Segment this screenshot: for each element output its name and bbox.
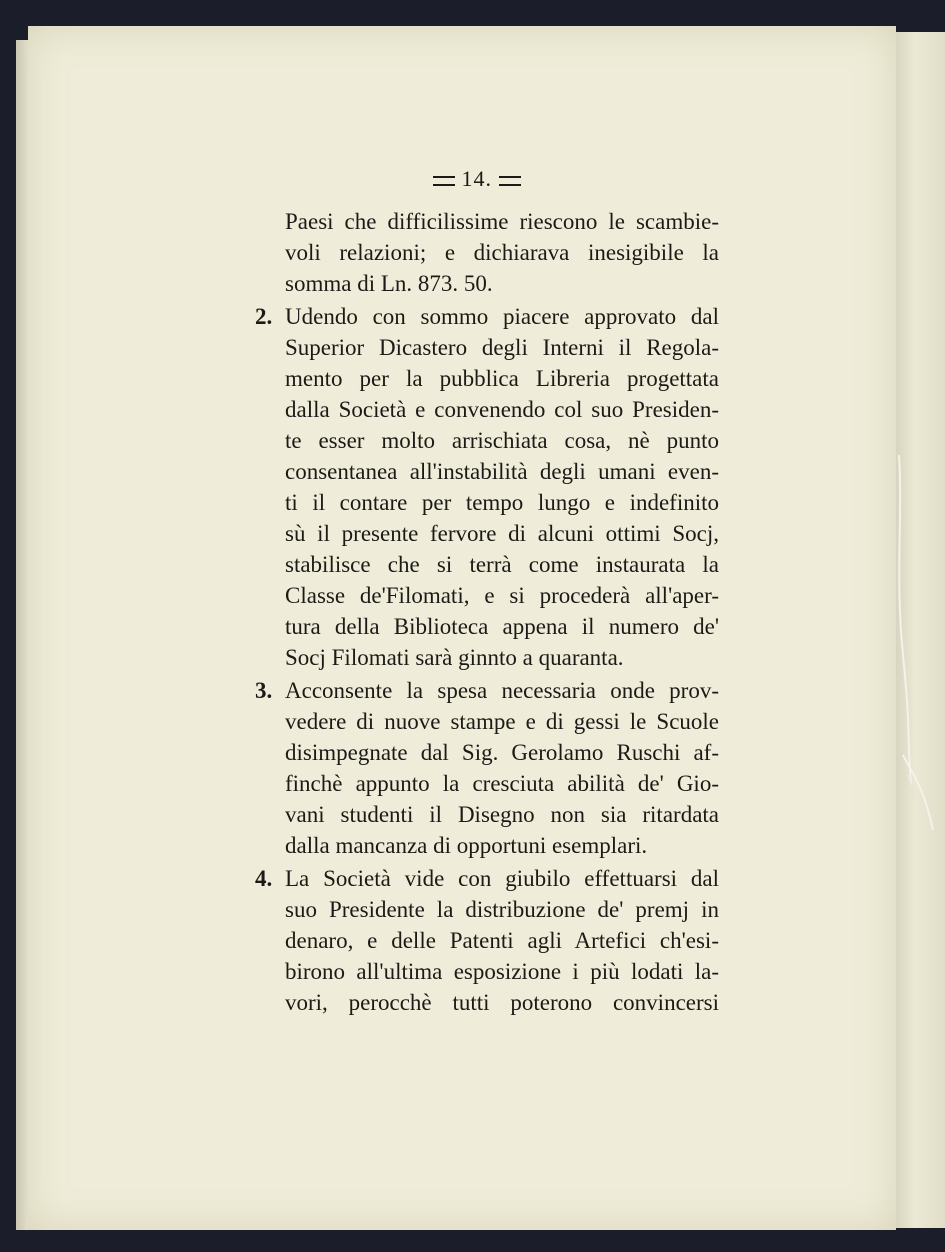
text-line: vori, perocchè tutti poterono convincersi bbox=[285, 990, 719, 1015]
text-line: vani studenti il Disegno non sia ritardata bbox=[285, 802, 719, 827]
text-line: ti il contare per tempo lungo e indefinito bbox=[285, 490, 719, 515]
ornament-dash bbox=[499, 176, 521, 186]
text-line: consentanea all'instabilità degli umani even- bbox=[285, 459, 719, 484]
text-line: disimpegnate dal Sig. Gerolamo Ruschi af- bbox=[285, 740, 719, 765]
text-line: denaro, e delle Patenti agli Artefici ch'esi- bbox=[285, 928, 719, 953]
text-line: suo Presidente la distribuzione de' premj in bbox=[285, 897, 719, 922]
text-line: somma di Ln. 873. 50. bbox=[285, 271, 493, 296]
ornament-dash bbox=[433, 176, 455, 186]
text-line: mento per la pubblica Libreria progettata bbox=[285, 366, 719, 391]
text-line: te esser molto arrischiata cosa, nè punto bbox=[285, 428, 719, 453]
text-line: stabilisce che si terrà come instaurata la bbox=[285, 552, 719, 577]
text-line: tura della Biblioteca appena il numero de' bbox=[285, 614, 719, 639]
text-line: dalla Società e convenendo col suo Presiden- bbox=[285, 397, 719, 422]
item-number: 2. bbox=[255, 304, 273, 329]
text-line: voli relazioni; e dichiarava inesigibile la bbox=[285, 240, 719, 265]
text-line: Udendo con sommo piacere approvato dal bbox=[285, 304, 719, 329]
text-line: sù il presente fervore di alcuni ottimi Socj, bbox=[285, 521, 719, 546]
binding-thread bbox=[893, 455, 937, 835]
text-line: dalla mancanza di opportuni esemplari. bbox=[285, 833, 648, 858]
text-line: Paesi che difficilissime riescono le scambie- bbox=[285, 209, 719, 234]
item-number: 4. bbox=[255, 866, 273, 891]
text-line: vedere di nuove stampe e di gessi le Scuole bbox=[285, 709, 719, 734]
text-line: Classe de'Filomati, e si procederà all'aper- bbox=[285, 583, 719, 608]
item-number: 3. bbox=[255, 678, 273, 703]
text-line: Superior Dicastero degli Interni il Regola- bbox=[285, 335, 719, 360]
text-line: Acconsente la spesa necessaria onde prov- bbox=[285, 678, 719, 703]
text-line: La Società vide con giubilo effettuarsi dal bbox=[285, 866, 719, 891]
text-line: Socj Filomati sarà ginnto a quaranta. bbox=[285, 645, 624, 670]
text-line: finchè appunto la cresciuta abilità de' Gio- bbox=[285, 771, 719, 796]
text-line: birono all'ultima esposizione i più lodati la- bbox=[285, 959, 719, 984]
page-number: 14. bbox=[433, 166, 533, 192]
